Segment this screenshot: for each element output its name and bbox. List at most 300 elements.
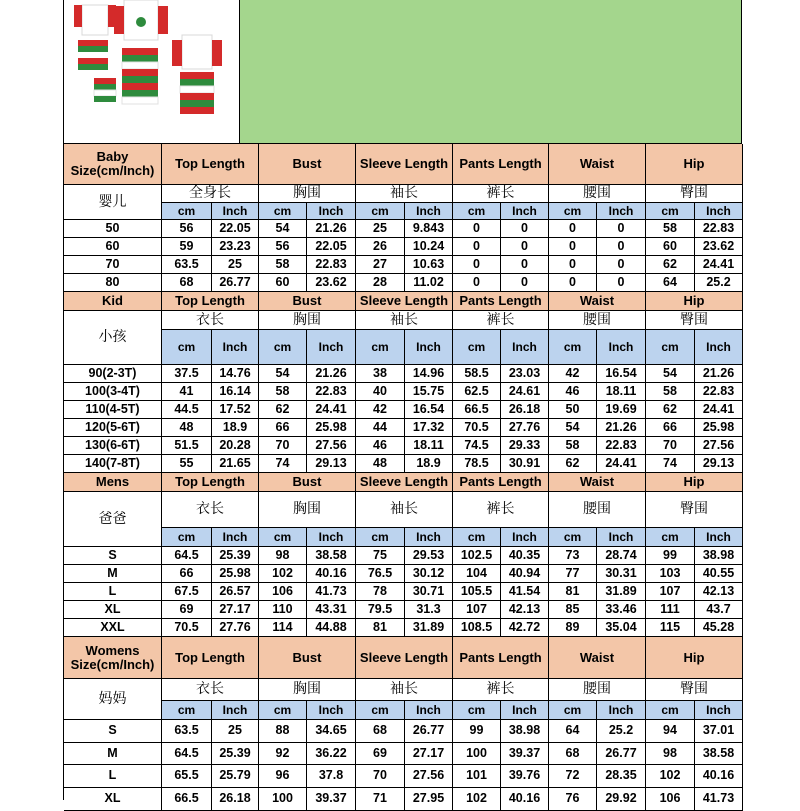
measurement-cell: 48: [162, 419, 212, 437]
unit-cm: cm: [453, 528, 501, 547]
measurement-cell: 29.92: [597, 788, 646, 811]
unit-cm: cm: [259, 203, 307, 220]
measurement-cell: 36.22: [307, 743, 356, 765]
measurement-cell: 27.17: [405, 743, 453, 765]
column-header-pants-length: Pants Length: [453, 144, 549, 185]
measurement-cell: 70: [646, 437, 695, 455]
measurement-cell: 64.5: [162, 547, 212, 565]
measurement-cell: 18.9: [405, 455, 453, 473]
measurement-cell: 40: [356, 383, 405, 401]
measurement-cell: 0: [501, 274, 549, 292]
measurement-cell: 28: [356, 274, 405, 292]
unit-cm: cm: [259, 701, 307, 720]
measurement-cell: 17.52: [212, 401, 259, 419]
measurement-cell: 25.2: [695, 274, 743, 292]
measurement-cell: 0: [501, 220, 549, 238]
measurement-cell: 60: [646, 238, 695, 256]
size-label: 60: [64, 238, 162, 256]
column-header-waist: Waist: [549, 292, 646, 311]
zh-column-header: 全身长: [162, 185, 259, 203]
unit-cm: cm: [453, 701, 501, 720]
column-header-hip: Hip: [646, 144, 743, 185]
measurement-cell: 96: [259, 765, 307, 788]
size-label: M: [64, 565, 162, 583]
zh-column-header: 胸围: [259, 185, 356, 203]
measurement-cell: 108.5: [453, 619, 501, 637]
column-header-hip: Hip: [646, 473, 743, 492]
measurement-cell: 27.56: [405, 765, 453, 788]
unit-cm: cm: [453, 330, 501, 365]
unit-cm: cm: [453, 203, 501, 220]
unit-inch: Inch: [405, 701, 453, 720]
measurement-cell: 81: [549, 583, 597, 601]
measurement-cell: 23.23: [212, 238, 259, 256]
unit-inch: Inch: [405, 528, 453, 547]
unit-cm: cm: [549, 528, 597, 547]
column-header-top-length: Top Length: [162, 473, 259, 492]
measurement-cell: 60: [259, 274, 307, 292]
measurement-cell: 43.7: [695, 601, 743, 619]
size-label: XL: [64, 788, 162, 811]
zh-column-header: 裤长: [453, 492, 549, 528]
measurement-cell: 10.63: [405, 256, 453, 274]
zh-column-header: 臀围: [646, 185, 743, 203]
measurement-cell: 22.83: [695, 383, 743, 401]
size-label: XL: [64, 601, 162, 619]
measurement-cell: 104: [453, 565, 501, 583]
column-header-sleeve-length: Sleeve Length: [356, 144, 453, 185]
measurement-cell: 42: [356, 401, 405, 419]
measurement-cell: 102: [646, 765, 695, 788]
measurement-cell: 62: [549, 455, 597, 473]
column-header-pants-length: Pants Length: [453, 637, 549, 679]
measurement-cell: 21.26: [307, 365, 356, 383]
measurement-cell: 0: [597, 274, 646, 292]
column-header-pants-length: Pants Length: [453, 292, 549, 311]
measurement-cell: 16.54: [597, 365, 646, 383]
measurement-cell: 25.79: [212, 765, 259, 788]
measurement-cell: 25: [212, 256, 259, 274]
measurement-cell: 44.88: [307, 619, 356, 637]
measurement-cell: 22.83: [597, 437, 646, 455]
unit-cm: cm: [162, 528, 212, 547]
unit-inch: Inch: [695, 330, 743, 365]
measurement-cell: 23.62: [695, 238, 743, 256]
womens-zh-label: 妈妈: [64, 679, 162, 720]
measurement-cell: 78: [356, 583, 405, 601]
size-label: S: [64, 720, 162, 743]
measurement-cell: 22.05: [307, 238, 356, 256]
measurement-cell: 41.73: [695, 788, 743, 811]
measurement-cell: 58: [549, 437, 597, 455]
measurement-cell: 27.56: [695, 437, 743, 455]
measurement-cell: 38.58: [695, 743, 743, 765]
measurement-cell: 25.39: [212, 743, 259, 765]
measurement-cell: 54: [549, 419, 597, 437]
size-label: 70: [64, 256, 162, 274]
measurement-cell: 40.16: [695, 765, 743, 788]
measurement-cell: 18.11: [405, 437, 453, 455]
section-label-line: Size(cm/Inch): [70, 656, 155, 672]
measurement-cell: 21.26: [695, 365, 743, 383]
measurement-cell: 27.76: [501, 419, 549, 437]
measurement-cell: 41.54: [501, 583, 549, 601]
measurement-cell: 25.2: [597, 720, 646, 743]
measurement-cell: 26.77: [405, 720, 453, 743]
measurement-cell: 40.16: [501, 788, 549, 811]
measurement-cell: 26.18: [212, 788, 259, 811]
measurement-cell: 66.5: [453, 401, 501, 419]
measurement-cell: 39.37: [501, 743, 549, 765]
measurement-cell: 115: [646, 619, 695, 637]
size-label: 90(2-3T): [64, 365, 162, 383]
measurement-cell: 105.5: [453, 583, 501, 601]
section-label-line: Womens: [85, 642, 140, 658]
measurement-cell: 71: [356, 788, 405, 811]
zh-column-header: 腰围: [549, 311, 646, 330]
size-label: 50: [64, 220, 162, 238]
zh-column-header: 胸围: [259, 492, 356, 528]
measurement-cell: 24.61: [501, 383, 549, 401]
unit-inch: Inch: [212, 203, 259, 220]
measurement-cell: 23.62: [307, 274, 356, 292]
measurement-cell: 102.5: [453, 547, 501, 565]
measurement-cell: 94: [646, 720, 695, 743]
measurement-cell: 78.5: [453, 455, 501, 473]
measurement-cell: 43.31: [307, 601, 356, 619]
measurement-cell: 41: [162, 383, 212, 401]
unit-inch: Inch: [695, 701, 743, 720]
measurement-cell: 14.96: [405, 365, 453, 383]
unit-cm: cm: [356, 528, 405, 547]
column-header-hip: Hip: [646, 292, 743, 311]
measurement-cell: 16.54: [405, 401, 453, 419]
unit-inch: Inch: [597, 330, 646, 365]
measurement-cell: 24.41: [597, 455, 646, 473]
measurement-cell: 21.26: [307, 220, 356, 238]
measurement-cell: 111: [646, 601, 695, 619]
measurement-cell: 103: [646, 565, 695, 583]
unit-cm: cm: [162, 701, 212, 720]
unit-inch: Inch: [307, 701, 356, 720]
measurement-cell: 25.98: [695, 419, 743, 437]
column-header-bust: Bust: [259, 473, 356, 492]
measurement-cell: 44.5: [162, 401, 212, 419]
measurement-cell: 29.13: [695, 455, 743, 473]
unit-cm: cm: [259, 528, 307, 547]
measurement-cell: 15.75: [405, 383, 453, 401]
unit-cm: cm: [549, 701, 597, 720]
measurement-cell: 68: [162, 274, 212, 292]
column-header-hip: Hip: [646, 637, 743, 679]
measurement-cell: 24.41: [695, 256, 743, 274]
measurement-cell: 46: [549, 383, 597, 401]
measurement-cell: 70: [356, 765, 405, 788]
measurement-cell: 65.5: [162, 765, 212, 788]
measurement-cell: 25.98: [212, 565, 259, 583]
unit-inch: Inch: [212, 528, 259, 547]
measurement-cell: 26: [356, 238, 405, 256]
measurement-cell: 66: [259, 419, 307, 437]
measurement-cell: 69: [356, 743, 405, 765]
measurement-cell: 29.33: [501, 437, 549, 455]
measurement-cell: 0: [549, 220, 597, 238]
measurement-cell: 58: [646, 220, 695, 238]
measurement-cell: 99: [453, 720, 501, 743]
column-header-top-length: Top Length: [162, 292, 259, 311]
measurement-cell: 110: [259, 601, 307, 619]
measurement-cell: 25: [212, 720, 259, 743]
zh-column-header: 臀围: [646, 679, 743, 701]
zh-column-header: 裤长: [453, 679, 549, 701]
zh-column-header: 袖长: [356, 185, 453, 203]
unit-inch: Inch: [501, 203, 549, 220]
measurement-cell: 0: [453, 220, 501, 238]
measurement-cell: 31.89: [405, 619, 453, 637]
measurement-cell: 0: [501, 256, 549, 274]
measurement-cell: 102: [259, 565, 307, 583]
measurement-cell: 64.5: [162, 743, 212, 765]
measurement-cell: 0: [597, 238, 646, 256]
size-label: 120(5-6T): [64, 419, 162, 437]
measurement-cell: 22.05: [212, 220, 259, 238]
unit-inch: Inch: [597, 528, 646, 547]
measurement-cell: 21.26: [597, 419, 646, 437]
measurement-cell: 35.04: [597, 619, 646, 637]
measurement-cell: 42: [549, 365, 597, 383]
measurement-cell: 58: [259, 383, 307, 401]
measurement-cell: 0: [549, 256, 597, 274]
measurement-cell: 0: [549, 274, 597, 292]
measurement-cell: 69: [162, 601, 212, 619]
unit-cm: cm: [646, 203, 695, 220]
measurement-cell: 76.5: [356, 565, 405, 583]
measurement-cell: 99: [646, 547, 695, 565]
measurement-cell: 25: [356, 220, 405, 238]
zh-column-header: 袖长: [356, 311, 453, 330]
measurement-cell: 40.35: [501, 547, 549, 565]
measurement-cell: 50: [549, 401, 597, 419]
measurement-cell: 0: [549, 238, 597, 256]
unit-inch: Inch: [405, 330, 453, 365]
column-header-sleeve-length: Sleeve Length: [356, 473, 453, 492]
measurement-cell: 17.32: [405, 419, 453, 437]
measurement-cell: 9.843: [405, 220, 453, 238]
measurement-cell: 54: [646, 365, 695, 383]
measurement-cell: 33.46: [597, 601, 646, 619]
measurement-cell: 18.9: [212, 419, 259, 437]
measurement-cell: 48: [356, 455, 405, 473]
measurement-cell: 40.55: [695, 565, 743, 583]
measurement-cell: 30.91: [501, 455, 549, 473]
column-header-sleeve-length: Sleeve Length: [356, 292, 453, 311]
top-banner: [240, 0, 742, 143]
measurement-cell: 70.5: [453, 419, 501, 437]
measurement-cell: 16.14: [212, 383, 259, 401]
measurement-cell: 54: [259, 365, 307, 383]
measurement-cell: 0: [597, 256, 646, 274]
measurement-cell: 0: [597, 220, 646, 238]
measurement-cell: 54: [259, 220, 307, 238]
family-christmas-pajamas-photo-icon: [64, 0, 239, 143]
measurement-cell: 75: [356, 547, 405, 565]
measurement-cell: 40.16: [307, 565, 356, 583]
zh-column-header: 腰围: [549, 492, 646, 528]
size-label: L: [64, 765, 162, 788]
measurement-cell: 38: [356, 365, 405, 383]
unit-inch: Inch: [307, 330, 356, 365]
unit-cm: cm: [646, 701, 695, 720]
measurement-cell: 29.53: [405, 547, 453, 565]
unit-cm: cm: [356, 203, 405, 220]
measurement-cell: 30.12: [405, 565, 453, 583]
unit-inch: Inch: [405, 203, 453, 220]
zh-column-header: 衣长: [162, 311, 259, 330]
unit-inch: Inch: [597, 203, 646, 220]
measurement-cell: 62: [259, 401, 307, 419]
measurement-cell: 100: [453, 743, 501, 765]
measurement-cell: 76: [549, 788, 597, 811]
measurement-cell: 22.83: [307, 256, 356, 274]
measurement-cell: 39.76: [501, 765, 549, 788]
measurement-cell: 30.31: [597, 565, 646, 583]
measurement-cell: 102: [453, 788, 501, 811]
measurement-cell: 38.98: [501, 720, 549, 743]
measurement-cell: 74: [646, 455, 695, 473]
measurement-cell: 0: [453, 256, 501, 274]
unit-inch: Inch: [695, 528, 743, 547]
measurement-cell: 27.76: [212, 619, 259, 637]
zh-column-header: 臀围: [646, 311, 743, 330]
unit-cm: cm: [162, 330, 212, 365]
unit-cm: cm: [646, 528, 695, 547]
measurement-cell: 10.24: [405, 238, 453, 256]
measurement-cell: 26.77: [212, 274, 259, 292]
measurement-cell: 26.57: [212, 583, 259, 601]
measurement-cell: 25.39: [212, 547, 259, 565]
unit-inch: Inch: [501, 701, 549, 720]
measurement-cell: 85: [549, 601, 597, 619]
measurement-cell: 72: [549, 765, 597, 788]
zh-column-header: 衣长: [162, 492, 259, 528]
column-header-waist: Waist: [549, 637, 646, 679]
measurement-cell: 73: [549, 547, 597, 565]
measurement-cell: 37.01: [695, 720, 743, 743]
measurement-cell: 68: [549, 743, 597, 765]
measurement-cell: 51.5: [162, 437, 212, 455]
measurement-cell: 55: [162, 455, 212, 473]
column-header-pants-length: Pants Length: [453, 473, 549, 492]
measurement-cell: 22.83: [695, 220, 743, 238]
size-table: [63, 143, 742, 806]
measurement-cell: 89: [549, 619, 597, 637]
size-label: 100(3-4T): [64, 383, 162, 401]
zh-column-header: 裤长: [453, 311, 549, 330]
measurement-cell: 31.3: [405, 601, 453, 619]
measurement-cell: 101: [453, 765, 501, 788]
product-photo: [63, 0, 240, 143]
measurement-cell: 46: [356, 437, 405, 455]
measurement-cell: 58.5: [453, 365, 501, 383]
measurement-cell: 42.13: [695, 583, 743, 601]
measurement-cell: 107: [646, 583, 695, 601]
measurement-cell: 100: [259, 788, 307, 811]
zh-column-header: 胸围: [259, 311, 356, 330]
measurement-cell: 56: [259, 238, 307, 256]
size-label: 110(4-5T): [64, 401, 162, 419]
zh-column-header: 袖长: [356, 679, 453, 701]
measurement-cell: 21.65: [212, 455, 259, 473]
measurement-cell: 88: [259, 720, 307, 743]
baby-zh-label: 婴儿: [64, 185, 162, 220]
measurement-cell: 38.58: [307, 547, 356, 565]
zh-column-header: 衣长: [162, 679, 259, 701]
zh-column-header: 裤长: [453, 185, 549, 203]
measurement-cell: 67.5: [162, 583, 212, 601]
zh-column-header: 腰围: [549, 679, 646, 701]
measurement-cell: 62: [646, 401, 695, 419]
unit-cm: cm: [162, 203, 212, 220]
measurement-cell: 24.41: [307, 401, 356, 419]
measurement-cell: 27.56: [307, 437, 356, 455]
measurement-cell: 42.13: [501, 601, 549, 619]
womens-section-label: [64, 637, 162, 679]
measurement-cell: 28.74: [597, 547, 646, 565]
measurement-cell: 98: [259, 547, 307, 565]
measurement-cell: 29.13: [307, 455, 356, 473]
unit-inch: Inch: [597, 701, 646, 720]
measurement-cell: 26.18: [501, 401, 549, 419]
measurement-cell: 62: [646, 256, 695, 274]
measurement-cell: 14.76: [212, 365, 259, 383]
measurement-cell: 70.5: [162, 619, 212, 637]
measurement-cell: 107: [453, 601, 501, 619]
measurement-cell: 27.95: [405, 788, 453, 811]
column-header-waist: Waist: [549, 144, 646, 185]
measurement-cell: 20.28: [212, 437, 259, 455]
measurement-cell: 64: [549, 720, 597, 743]
measurement-cell: 56: [162, 220, 212, 238]
measurement-cell: 37.5: [162, 365, 212, 383]
measurement-cell: 45.28: [695, 619, 743, 637]
measurement-cell: 27: [356, 256, 405, 274]
measurement-cell: 40.94: [501, 565, 549, 583]
unit-inch: Inch: [307, 203, 356, 220]
measurement-cell: 106: [259, 583, 307, 601]
measurement-cell: 106: [646, 788, 695, 811]
section-label-line: Kid: [102, 293, 123, 309]
unit-cm: cm: [549, 330, 597, 365]
size-label: 130(6-6T): [64, 437, 162, 455]
measurement-cell: 11.02: [405, 274, 453, 292]
unit-inch: Inch: [695, 203, 743, 220]
measurement-cell: 0: [501, 238, 549, 256]
measurement-cell: 34.65: [307, 720, 356, 743]
measurement-cell: 66: [646, 419, 695, 437]
unit-cm: cm: [356, 701, 405, 720]
unit-inch: Inch: [212, 330, 259, 365]
zh-column-header: 胸围: [259, 679, 356, 701]
section-label-line: Mens: [95, 474, 130, 490]
size-label: L: [64, 583, 162, 601]
measurement-cell: 62.5: [453, 383, 501, 401]
unit-cm: cm: [549, 203, 597, 220]
measurement-cell: 26.77: [597, 743, 646, 765]
measurement-cell: 77: [549, 565, 597, 583]
column-header-waist: Waist: [549, 473, 646, 492]
column-header-bust: Bust: [259, 144, 356, 185]
measurement-cell: 74.5: [453, 437, 501, 455]
